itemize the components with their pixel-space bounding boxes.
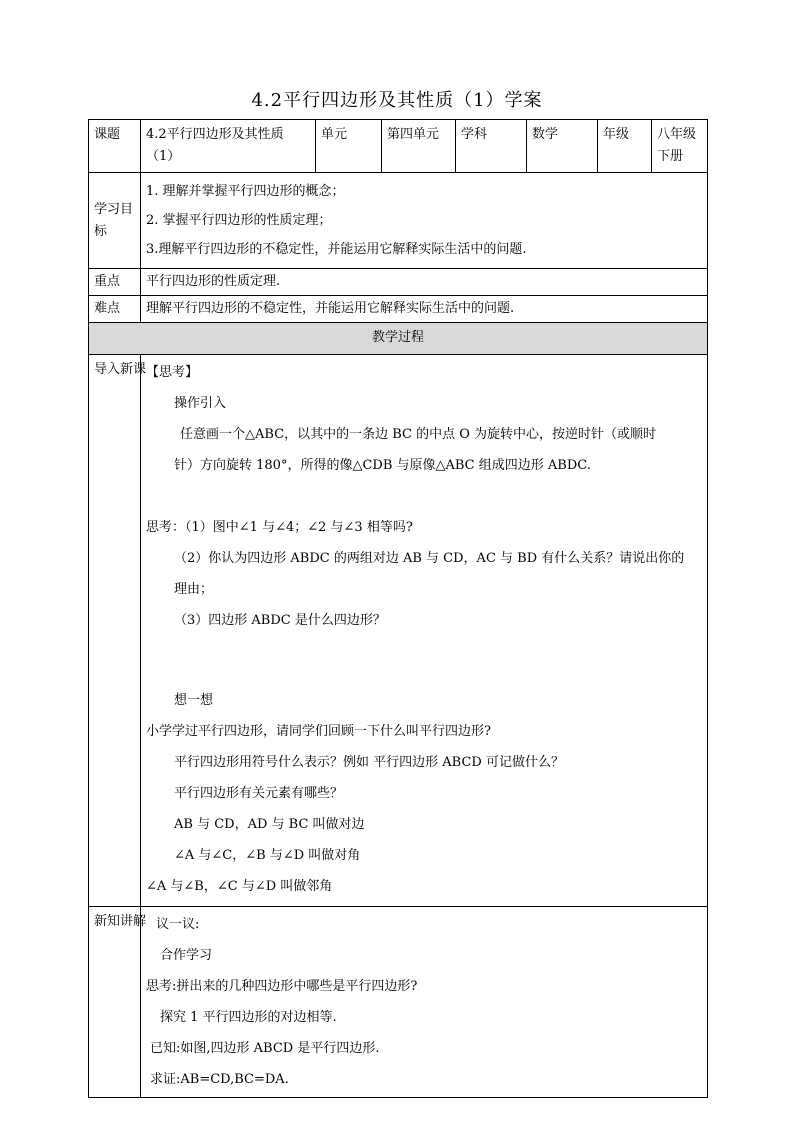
intro-line: 操作引入 [174, 396, 227, 411]
intro-row [89, 355, 708, 907]
intro-line: 理由； [174, 582, 214, 597]
nk-line: 求证:AB=CD,BC=DA. [150, 1072, 289, 1087]
difficulty-value: 理解平行四边形的不稳定性，并能运用它解释实际生活中的问题. [141, 296, 708, 323]
goals-row [89, 173, 708, 269]
nk-line: 合作学习 [160, 948, 213, 963]
grade-value: 八年级下册 [652, 120, 708, 173]
page-title: 4.2平行四边形及其性质（1）学案 [251, 90, 543, 111]
unit-label: 单元 [316, 120, 382, 173]
intro-line: （2）你认为四边形 ABDC 的两组对边 AB 与 CD，AC 与 BD 有什么关系？请说出你的 [174, 551, 685, 566]
intro-line: 想一想 [174, 693, 214, 708]
goal-item: 1. 理解并掌握平行四边形的概念； [146, 184, 345, 199]
new-knowledge-row [89, 907, 708, 1098]
new-knowledge-content [141, 907, 708, 1098]
key-point-value: 平行四边形的性质定理. [141, 269, 708, 296]
goal-item: 2. 掌握平行四边形的性质定理； [146, 213, 332, 228]
nk-line: 探究 1 平行四边形的对边相等. [160, 1010, 337, 1025]
intro-line: 针）方向旋转 180°，所得的像△CDB 与原像△ABC 组成四边形 ABDC. [174, 458, 591, 473]
intro-line: 思考：（1）图中∠1 与∠4；∠2 与∠3 相等吗? [146, 520, 413, 535]
grade-label: 年级 [598, 120, 652, 173]
intro-line: 任意画一个△ABC，以其中的一条边 BC 的中点 O 为旋转中心，按逆时针（或顺时 [180, 427, 657, 442]
nk-line: 已知:如图,四边形 ABCD 是平行四边形. [150, 1041, 380, 1056]
keti-label: 课题 [89, 120, 141, 173]
process-header-row [89, 323, 708, 355]
intro-label: 导入新课 [89, 355, 141, 907]
intro-line: AB 与 CD，AD 与 BC 叫做对边 [174, 817, 365, 832]
nk-line: 议一议: [156, 917, 200, 932]
goals-content [141, 173, 708, 269]
new-knowledge-label: 新知讲解 [89, 907, 141, 1098]
intro-content [141, 355, 708, 907]
think-heading: 【思考】 [146, 365, 199, 380]
difficulty-row [89, 296, 708, 323]
goals-label: 学习目标 [89, 173, 141, 269]
intro-line: （3）四边形 ABDC 是什么四边形？ [174, 613, 386, 628]
subject-label: 学科 [456, 120, 527, 173]
keti-value: 4.2平行四边形及其性质（1） [141, 120, 316, 173]
unit-value: 第四单元 [382, 120, 456, 173]
nk-line: 思考:拼出来的几种四边形中哪些是平行四边形? [146, 979, 418, 994]
intro-line: ∠A 与∠C，∠B 与∠D 叫做对角 [174, 848, 361, 863]
lesson-table [88, 119, 708, 1098]
intro-line: 小学学过平行四边形，请同学们回顾一下什么叫平行四边形? [146, 724, 491, 739]
process-header: 教学过程 [89, 323, 708, 355]
intro-line: ∠A 与∠B，∠C 与∠D 叫做邻角 [146, 879, 333, 894]
goal-item: 3.理解平行四边形的不稳定性，并能运用它解释实际生活中的问题. [146, 242, 527, 257]
key-point-row [89, 269, 708, 296]
key-point-label: 重点 [89, 269, 141, 296]
intro-line: 平行四边形有关元素有哪些？ [174, 786, 344, 801]
subject-value: 数学 [527, 120, 598, 173]
difficulty-label: 难点 [89, 296, 141, 323]
intro-line: 平行四边形用符号什么表示？例如 平行四边形 ABCD 可记做什么？ [174, 755, 564, 770]
header-row [89, 120, 708, 173]
